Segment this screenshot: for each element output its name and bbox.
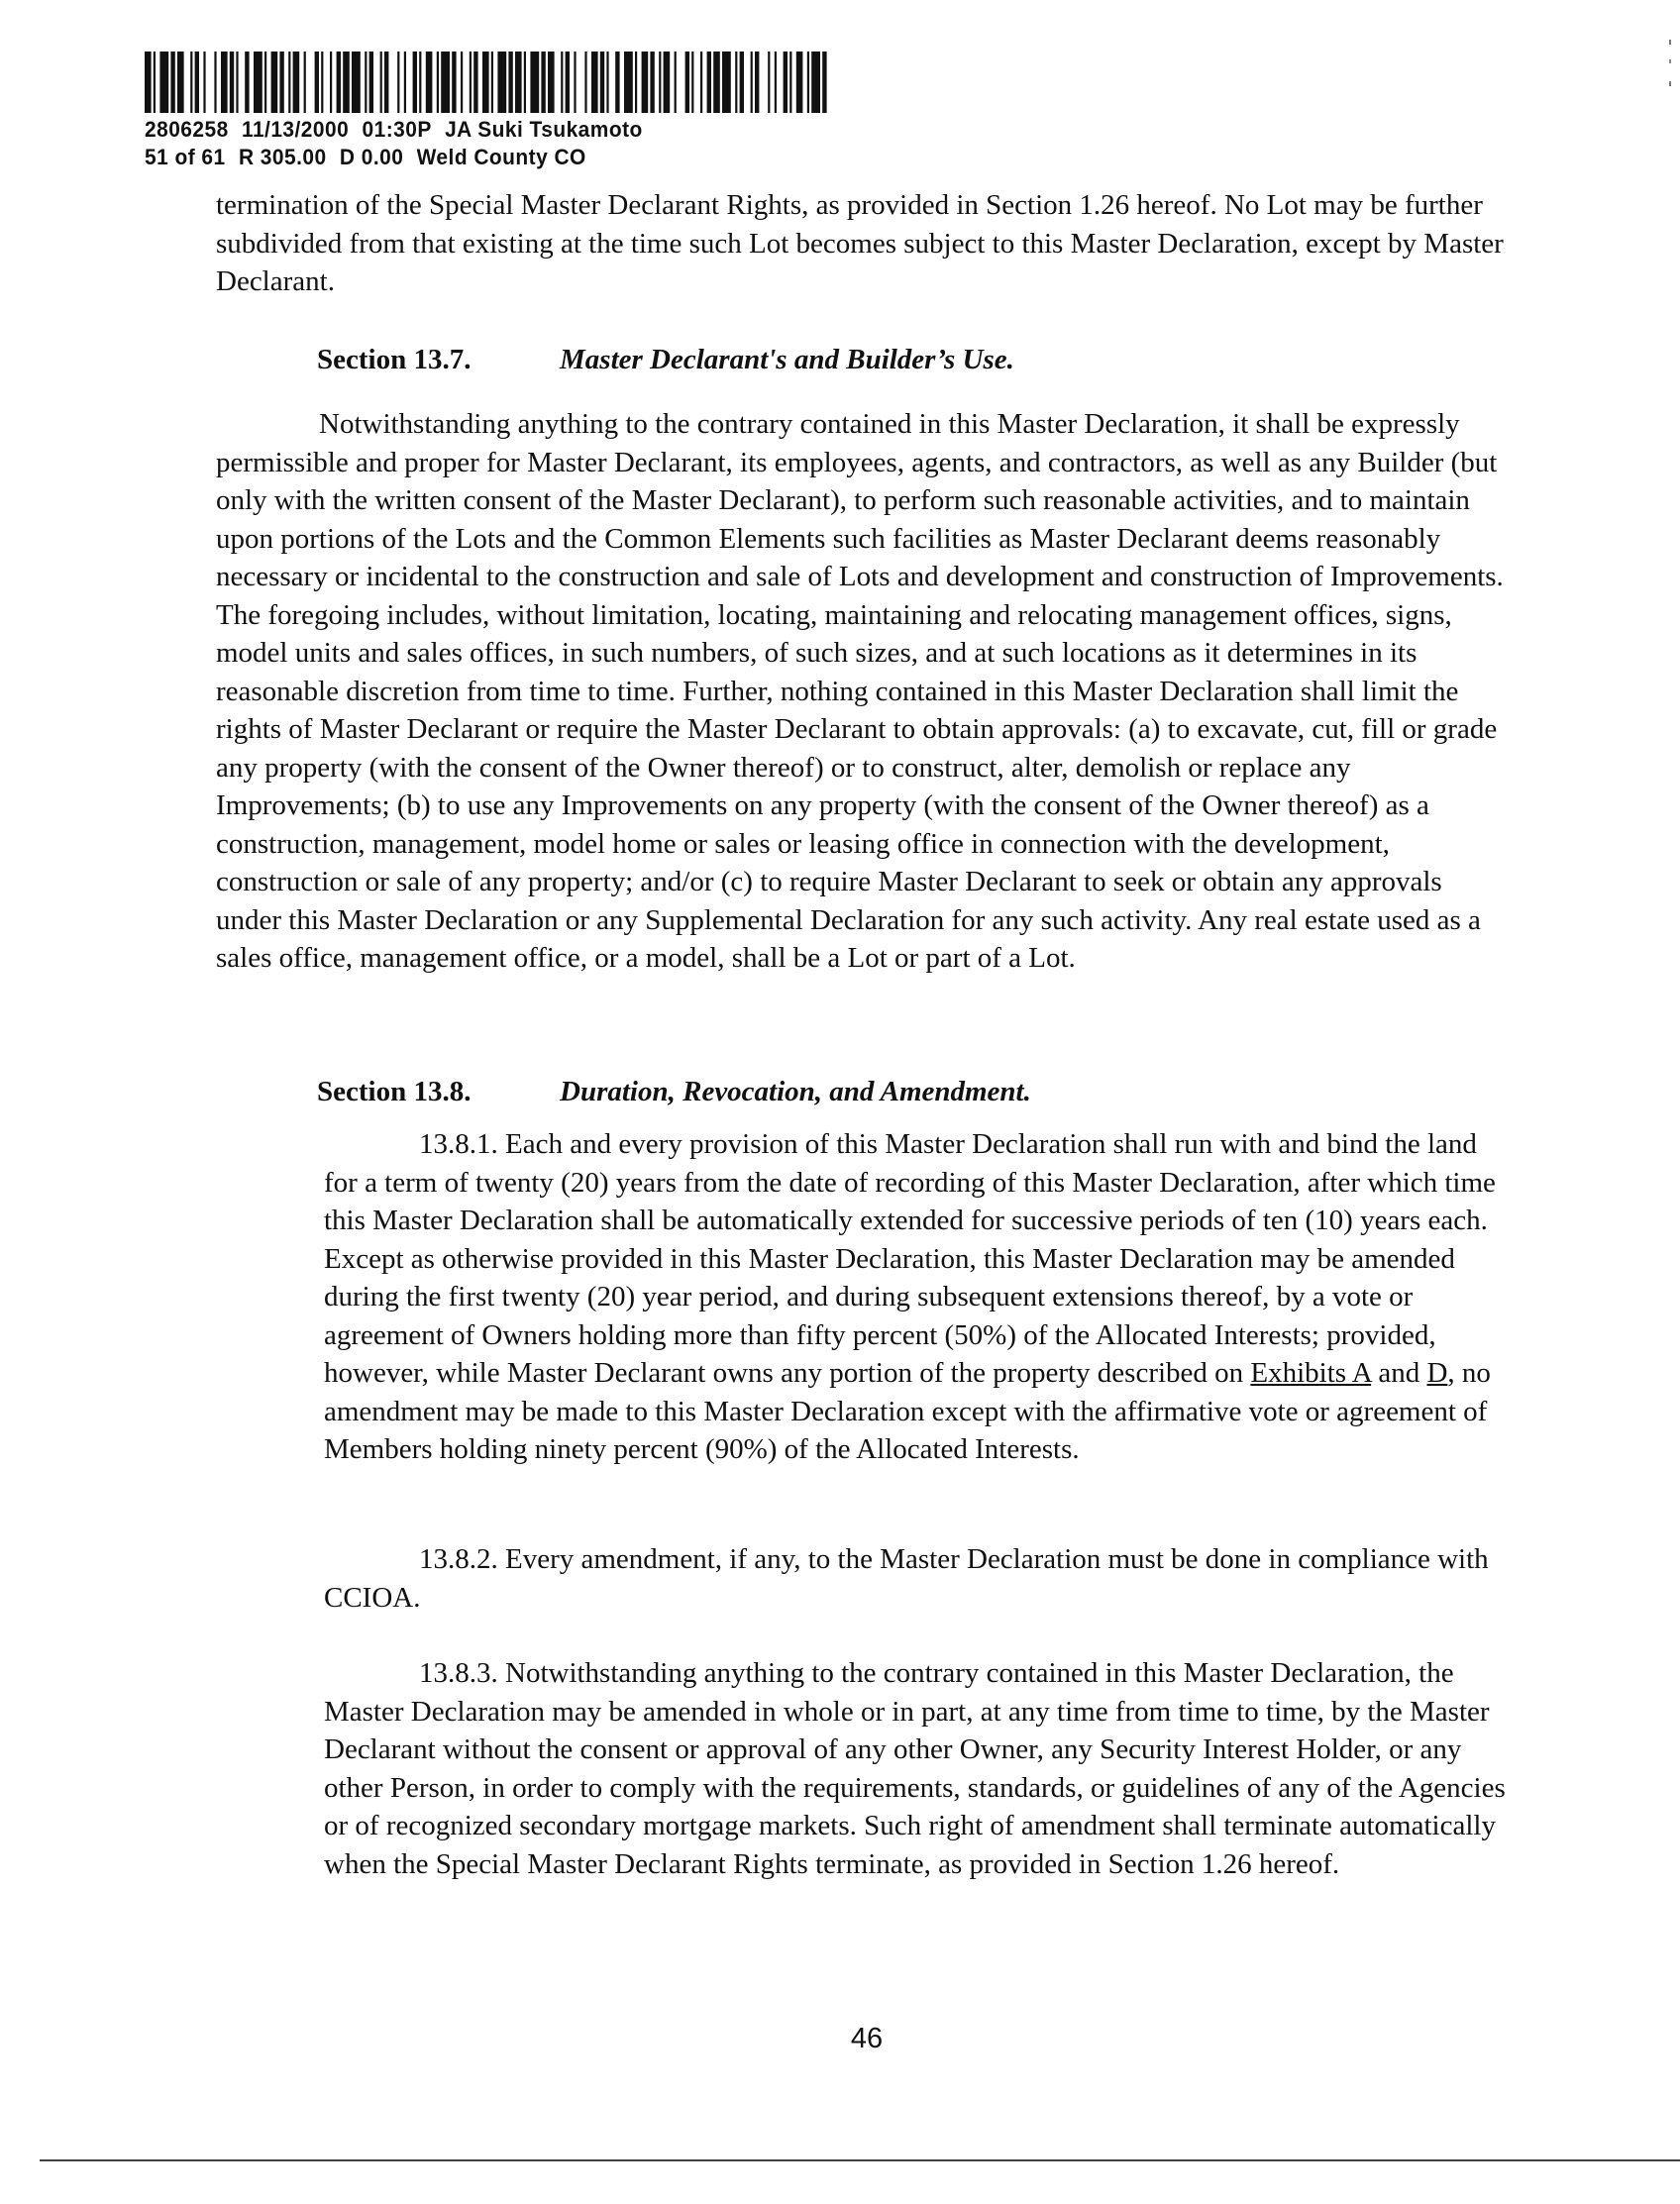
section-13-8-heading	[317, 1073, 1031, 1110]
recording-stamp-line-2	[145, 145, 599, 170]
barcode-bar	[789, 52, 791, 113]
barcode-bar	[482, 52, 489, 113]
barcode-bar	[796, 52, 803, 113]
scan-specks	[1666, 30, 1674, 109]
barcode-bar	[722, 52, 731, 113]
barcode-bar	[600, 52, 604, 113]
barcode-bar	[264, 52, 266, 113]
barcode-bar	[685, 52, 689, 113]
barcode-bar	[584, 52, 586, 113]
barcode-bar	[384, 52, 388, 113]
barcode-bar	[337, 52, 341, 113]
barcode-bar	[497, 52, 506, 113]
barcode-bar	[413, 52, 417, 113]
barcode-bar	[541, 52, 545, 113]
p1-text-after: , no amendment may be made to this Master Declaration except with the affirmative vote or agreement of Members holding ninety percent (90%) of the Allocated Interests.	[324, 1357, 1491, 1465]
barcode-bar	[473, 52, 477, 113]
barcode-bar	[236, 52, 238, 113]
barcode-bar	[713, 52, 720, 113]
barcode-bar	[574, 52, 576, 113]
barcode-bar	[330, 52, 332, 113]
barcode-bar	[419, 52, 421, 113]
fee-r: R 305.00	[238, 145, 327, 169]
barcode-bar	[606, 52, 608, 113]
barcode-bar	[404, 52, 406, 113]
barcode-bar	[650, 52, 654, 113]
barcode-bar	[245, 52, 249, 113]
barcode-bar	[740, 52, 744, 113]
exhibit-d-reference: D	[1426, 1357, 1448, 1389]
barcode-bar	[352, 52, 361, 113]
barcode-bar	[195, 52, 199, 113]
barcode-bar	[293, 52, 300, 113]
barcode-bar	[321, 52, 323, 113]
barcode-bar	[530, 52, 539, 113]
barcode-bar	[775, 52, 777, 113]
barcode-bar	[214, 52, 216, 113]
barcode-bar	[700, 52, 702, 113]
county: Weld County CO	[416, 145, 586, 169]
barcode-bar	[524, 52, 526, 113]
barcode-bar	[508, 52, 512, 113]
barcode-bar	[566, 52, 570, 113]
barcode-bar	[304, 52, 306, 113]
fee-d: D 0.00	[339, 145, 404, 169]
barcode-bar	[203, 52, 205, 113]
p1-and: and	[1371, 1357, 1427, 1389]
barcode-bar	[735, 52, 737, 113]
recording-date: 11/13/2000	[241, 117, 350, 142]
section-13-7-number: Section 13.7.	[317, 344, 472, 375]
barcode-bar	[461, 52, 463, 113]
barcode-bar	[271, 52, 278, 113]
barcode-bar	[437, 52, 439, 113]
barcode-bar	[822, 52, 826, 113]
barcode-bar	[691, 52, 693, 113]
barcode-bar	[515, 52, 522, 113]
barcode-bar	[755, 52, 759, 113]
barcode-bar	[288, 52, 290, 113]
section-13-8-title: Duration, Revocation, and Amendment.	[560, 1076, 1031, 1107]
barcode-bar	[591, 52, 598, 113]
scan-bottom-edge	[40, 2157, 1680, 2163]
barcode-bar	[315, 52, 319, 113]
page-number: 46	[850, 2023, 884, 2054]
barcode-bar	[369, 52, 373, 113]
barcode-bar	[154, 52, 156, 113]
section-13-8-3-paragraph: 13.8.3. Notwithstanding anything to the contrary contained in this Master Declaration, the Master Declaration may be amended in whole or in part, at any time from time to time, by the Master Declarant without the consent or approval of any other Owner, any Security Interest Holder, or any other Person, in order to comply with the requirements, standards, or guidelines of any of the Agencies or of recognized secondary mortgage markets. Such right of amendment shall terminate automatically when the Special Master Declarant Rights terminate, as provided in Section 1.26 hereof.	[324, 1657, 1506, 1880]
recording-stamp-line-1	[145, 117, 656, 143]
barcode-bar	[659, 52, 661, 113]
barcode-bar	[159, 52, 168, 113]
recording-barcode	[145, 52, 828, 113]
barcode-bar	[145, 52, 152, 113]
barcode-bar	[190, 52, 192, 113]
section-13-8-1-paragraph	[324, 1125, 1508, 1469]
barcode-bar	[279, 52, 283, 113]
barcode-bar	[170, 52, 174, 113]
barcode-bar	[768, 52, 770, 113]
barcode-bar	[221, 52, 228, 113]
barcode-bar	[784, 52, 788, 113]
section-13-7-paragraph: Notwithstanding anything to the contrary contained in this Master Declaration, it shall be expressly permissible and proper for Master Declarant, its employees, agents, and contractors, as well as any Builder (but only with the written consent of the Master Declarant), to perform such reasonable activities, and to maintain upon portions of the Lots and the Common Elements such facilities as Master Declarant deems reasonably necessary or incidental to the construction and sale of Lots and development and construction of Improvements. The foregoing includes, without limitation, locating, maintaining and relocating management offices, signs, model units and sales offices, in such numbers, of such sizes, and at such locations as it determines in its reasonable discretion from time to time. Further, nothing contained in this Master Declaration shall limit the rights of Master Declarant or require the Master Declarant to obtain approvals: (a) to excavate, cut, fill or grade any property (with the consent of the Owner thereof) or to construct, alter, demolish or replace any Improvements; (b) to use any Improvements on any property (with the consent of the Owner thereof) as a construction, management, model home or sales or leasing office in connection with the development, construction or sale of any property; and/or (c) to require Master Declarant to seek or obtain any approvals under this Master Declaration or any Supplemental Declaration for any such activity. Any real estate used as a sales office, management office, or a model, shall be a Lot or part of a Lot.	[216, 408, 1504, 974]
section-13-7-title: Master Declarant's and Builder’s Use.	[560, 344, 1014, 375]
barcode-bar	[635, 52, 637, 113]
section-13-8-number: Section 13.8.	[317, 1076, 472, 1107]
barcode-bar	[811, 52, 820, 113]
exhibit-a-reference: Exhibits A	[1250, 1357, 1372, 1389]
barcode-bar	[177, 52, 184, 113]
page-of: 51 of 61	[145, 145, 226, 169]
barcode-bar	[397, 52, 399, 113]
barcode-bar	[807, 52, 809, 113]
section-13-7-heading	[317, 341, 1014, 378]
barcode-bar	[470, 52, 472, 113]
reception-number: 2806258	[145, 117, 229, 142]
barcode-bar	[707, 52, 711, 113]
barcode-bar	[561, 52, 563, 113]
barcode-bar	[343, 52, 350, 113]
barcode-bar	[491, 52, 493, 113]
barcode-bar	[615, 52, 619, 113]
section-13-8-2-paragraph: 13.8.2. Every amendment, if any, to the Master Declaration must be done in compliance with CCIOA.	[324, 1543, 1489, 1614]
barcode-bar	[664, 52, 671, 113]
barcode-bar	[675, 52, 677, 113]
barcode-bar	[548, 52, 555, 113]
intro-paragraph: termination of the Special Master Declarant Rights, as provided in Section 1.26 hereof. No Lot may be further subdivided from that existing at the time such Lot becomes subject to this Master Declaration, except by Master Declarant.	[216, 189, 1504, 297]
barcode-bar	[642, 52, 649, 113]
barcode-bar	[230, 52, 234, 113]
barcode-bar	[452, 52, 456, 113]
barcode-bar	[365, 52, 367, 113]
barcode-bar	[380, 52, 382, 113]
barcode-bar	[624, 52, 633, 113]
barcode-bar	[254, 52, 262, 113]
p1-text-before: 13.8.1. Each and every provision of this Master Declaration shall run with and bind the land for a term of twenty (20) years from the date of recording of this Master Declaration, after which time this Master Declaration shall be automatically extended for successive periods of ten (10) years each. Except as otherwise provided in this Master Declaration, this Master Declaration may be amended during the first twenty (20) year period, and during subsequent extensions thereof, by a vote or agreement of Owners holding more than fifty percent (50%) of the Allocated Interests; provided, however, while Master Declarant owns any portion of the property described on	[324, 1128, 1496, 1389]
barcode-bar	[426, 52, 433, 113]
barcode-bar	[751, 52, 753, 113]
barcode-bar	[441, 52, 450, 113]
recording-time: 01:30P	[362, 117, 432, 142]
recorder-name: JA Suki Tsukamoto	[445, 117, 643, 142]
